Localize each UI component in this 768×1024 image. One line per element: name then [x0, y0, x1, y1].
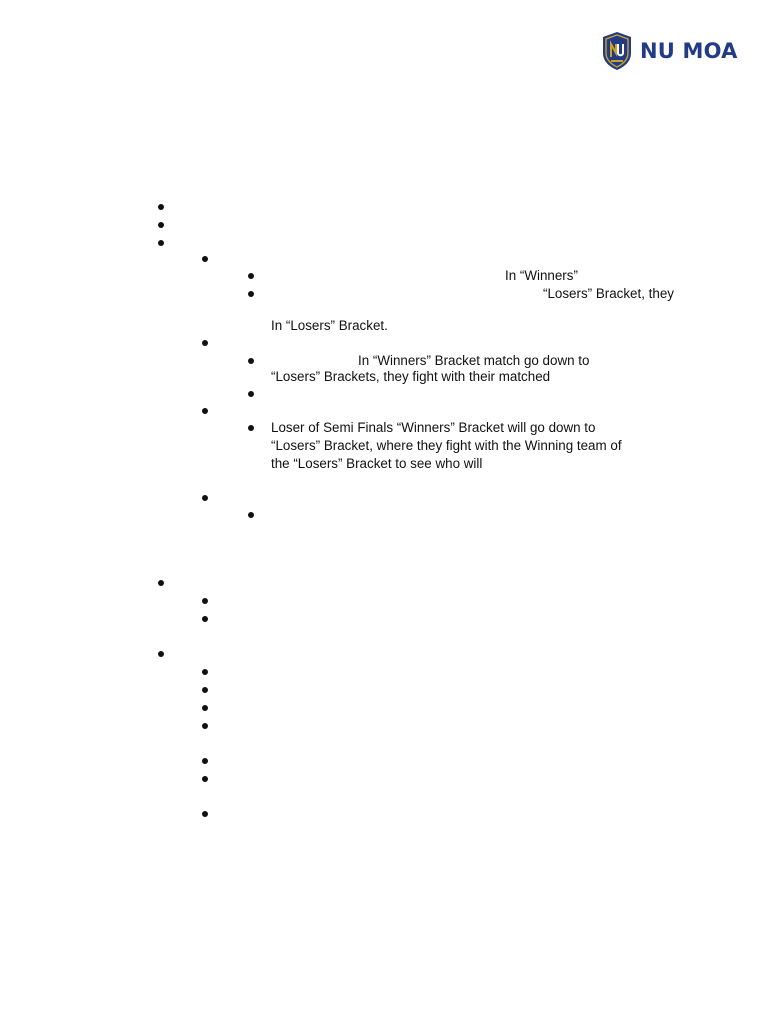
list-item-text: In “Winners”: [505, 268, 578, 283]
list-bullet: [202, 408, 208, 414]
list-bullet: [248, 273, 254, 279]
logo-text: NU MOA: [640, 39, 738, 63]
list-bullet: [202, 495, 208, 501]
nu-moa-logo: [600, 30, 738, 72]
list-bullet: [202, 811, 208, 817]
list-bullet: [202, 687, 208, 693]
list-bullet: [248, 512, 254, 518]
list-item-text: “Losers” Brackets, they fight with their matched: [271, 369, 551, 384]
list-bullet: [202, 616, 208, 622]
list-bullet: [202, 256, 208, 262]
list-bullet: [248, 391, 254, 397]
list-bullet: [202, 598, 208, 604]
list-bullet: [158, 240, 164, 246]
list-bullet: [202, 340, 208, 346]
list-bullet: [202, 758, 208, 764]
list-bullet: [202, 705, 208, 711]
list-bullet: [248, 358, 254, 364]
list-bullet: [248, 291, 254, 297]
list-bullet: [202, 723, 208, 729]
list-bullet: [158, 222, 164, 228]
list-bullet: [158, 580, 164, 586]
list-bullet: [248, 425, 254, 431]
list-bullet: [202, 669, 208, 675]
list-bullet: [202, 776, 208, 782]
list-item-text: the “Losers” Bracket to see who will: [271, 456, 483, 471]
list-item-text: “Losers” Bracket, where they fight with the Winning team of: [271, 438, 622, 453]
list-bullet: [158, 204, 164, 210]
list-item-text: In “Losers” Bracket.: [271, 318, 388, 333]
list-item-text: In “Winners” Bracket match go down to: [358, 353, 590, 368]
list-bullet: [158, 651, 164, 657]
list-item-text: Loser of Semi Finals “Winners” Bracket will go down to: [271, 420, 596, 435]
list-item-text: “Losers” Bracket, they: [543, 286, 674, 301]
shield-emblem-icon: [600, 31, 634, 71]
